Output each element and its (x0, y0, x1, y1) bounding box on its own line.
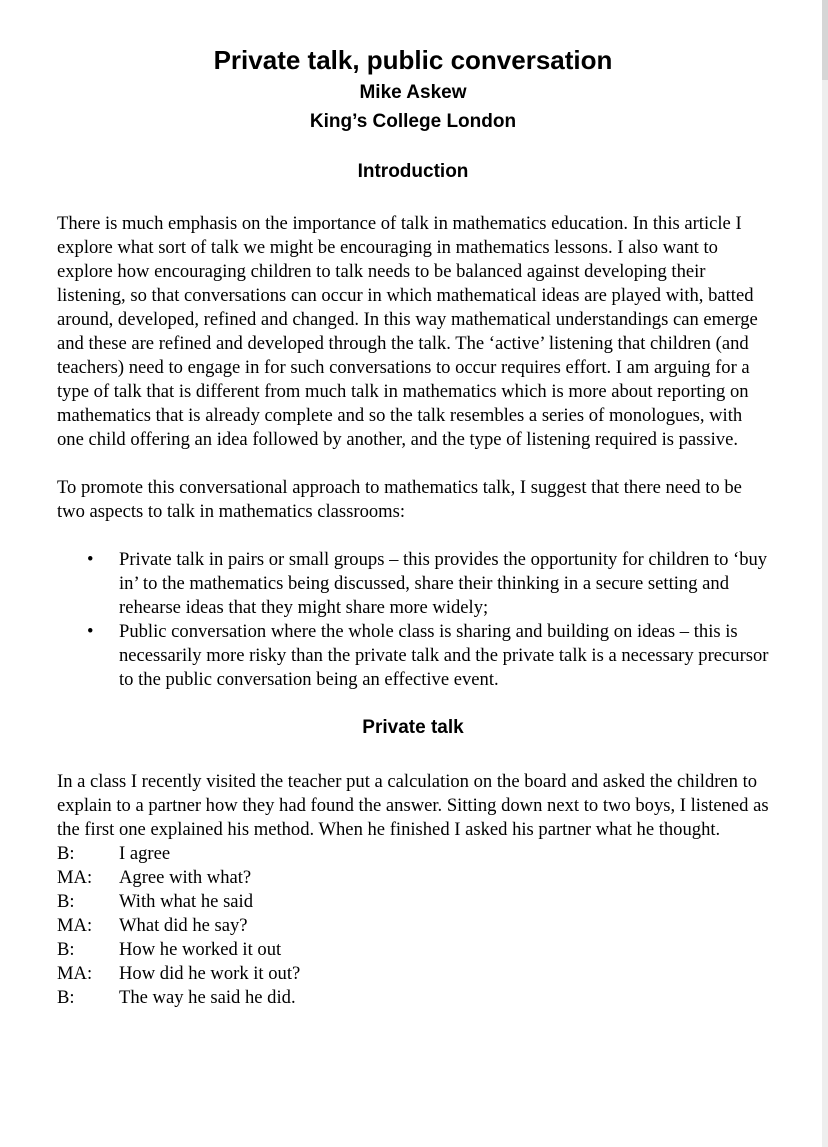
private-talk-heading: Private talk (362, 717, 464, 738)
dialogue-row (57, 914, 300, 938)
dialogue-row (57, 890, 300, 914)
list-item-text: Private talk in pairs or small groups – this provides the opportunity for children to ‘buy in’ to the mathematics being discussed, share their thinking in a secure setting and rehearse ideas that they might share more widely; (119, 549, 768, 618)
dialogue-line: The way he said he did. (119, 987, 296, 1008)
dialogue-line: What did he say? (119, 915, 248, 936)
document-title: Private talk, public conversation (213, 45, 613, 75)
intro-paragraph-2: To promote this conversational approach to mathematics talk, I suggest that there need to be two aspects to talk in mathematics classrooms: (57, 477, 742, 522)
aspects-list (57, 548, 769, 692)
list-item (57, 620, 769, 692)
introduction-heading: Introduction (357, 161, 469, 182)
dialogue-transcript (57, 842, 300, 1010)
dialogue-speaker: B: (57, 939, 75, 960)
bullet-icon: • (87, 549, 94, 570)
list-item-text: Public conversation where the whole class is sharing and building on ideas – this is necessarily more risky than the private talk and the private talk is a necessary precursor to the public conversation being an effective event. (119, 621, 769, 690)
scrollbar-thumb[interactable] (822, 0, 828, 80)
dialogue-line: I agree (119, 843, 171, 864)
dialogue-line: With what he said (119, 891, 254, 912)
bullet-icon: • (87, 621, 94, 642)
dialogue-speaker: B: (57, 987, 75, 1008)
dialogue-row (57, 938, 300, 962)
dialogue-line: Agree with what? (119, 867, 252, 888)
list-item (57, 548, 769, 620)
dialogue-row (57, 866, 300, 890)
private-talk-paragraph: In a class I recently visited the teacher put a calculation on the board and asked the children to explain to a partner how they had found the answer. Sitting down next to two boys, I listened as the first one explained his method. When he finished I asked his partner what he thought. (57, 771, 769, 840)
dialogue-line: How did he work it out? (119, 963, 301, 984)
document-page (57, 42, 769, 1010)
dialogue-row (57, 986, 300, 1010)
dialogue-line: How he worked it out (119, 939, 282, 960)
author-affiliation: King’s College London (309, 111, 517, 132)
dialogue-speaker: MA: (57, 915, 93, 936)
author-name: Mike Askew (359, 82, 467, 103)
intro-paragraph-1: There is much emphasis on the importance of talk in mathematics education. In this article I explore what sort of talk we might be encouraging in mathematics lessons. I also want to explore how encouraging children to talk needs to be balanced against developing their listening, so that conversations can occur in which mathematical ideas are played with, batted around, developed, refined and changed. In this way mathematical understandings can emerge and these are refined and developed through the talk. The ‘active’ listening that children (and teachers) need to engage in for such conversations to occur requires effort. I am arguing for a type of talk that is different from much talk in mathematics which is more about reporting on mathematics that is already complete and so the talk resembles a series of monologues, with one child offering an idea followed by another, and the type of listening required is passive. (57, 213, 758, 450)
dialogue-speaker: B: (57, 843, 75, 864)
dialogue-speaker: B: (57, 891, 75, 912)
dialogue-speaker: MA: (57, 867, 93, 888)
dialogue-speaker: MA: (57, 963, 93, 984)
vertical-scrollbar[interactable] (822, 0, 828, 1147)
dialogue-row (57, 842, 300, 866)
dialogue-row (57, 962, 300, 986)
